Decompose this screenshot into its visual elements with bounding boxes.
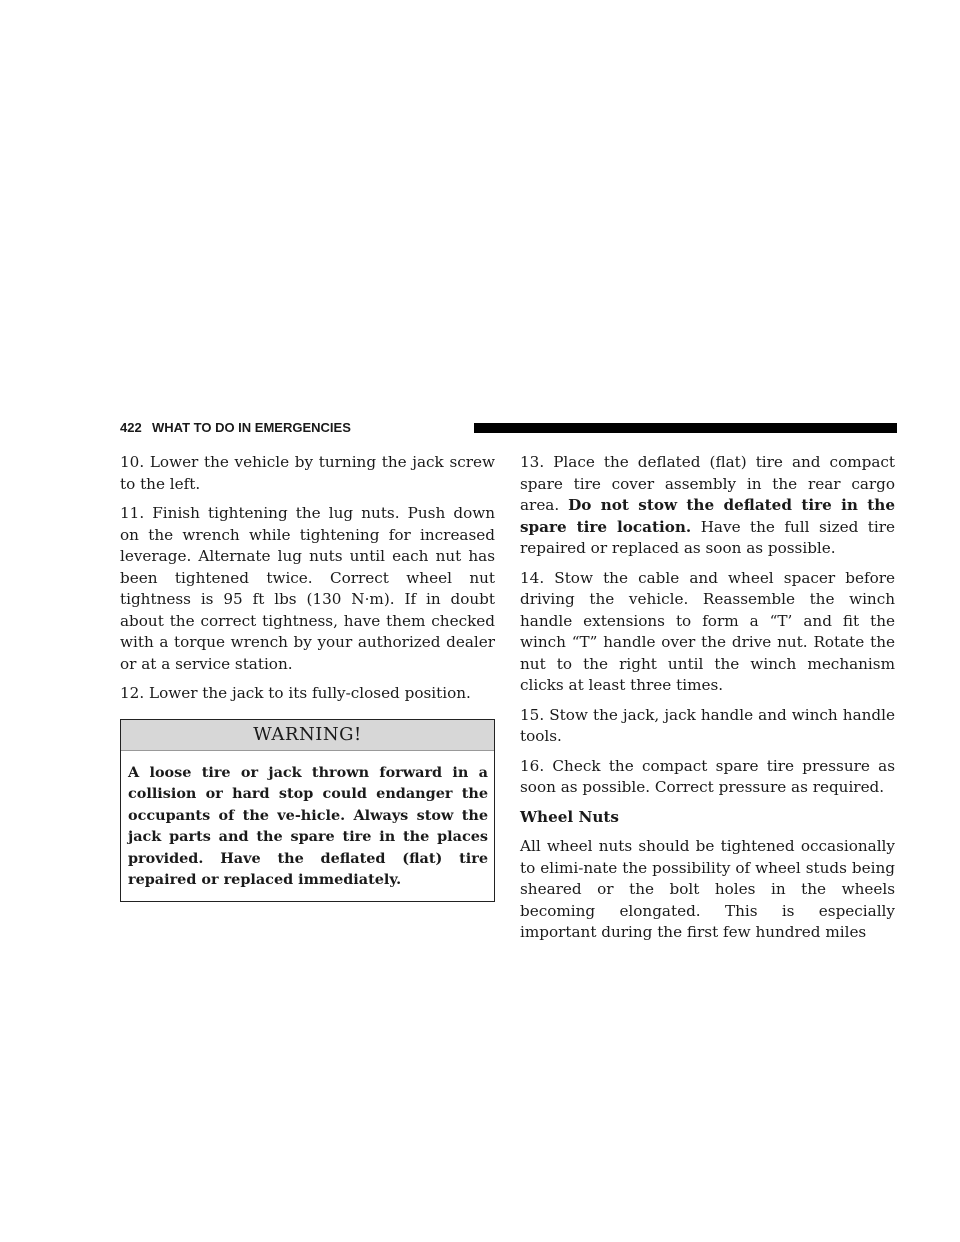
step-13-bold-text: Do not stow the deflated tire in the spare tire location. <box>520 496 896 536</box>
warning-box <box>120 719 495 903</box>
page-number: 422 <box>120 420 142 435</box>
step-14-paragraph: 14. Stow the cable and wheel spacer before driving the vehicle. Reassemble the winch handle extensions to form a “T’ and fit the winch “T” handle over the drive nut. Rotate the nut to the right until the winch mechanism clicks at least three times. <box>520 568 895 694</box>
wheel-nuts-paragraph: All wheel nuts should be tightened occasionally to elimi-nate the possibility of wheel studs being sheared or the bolt holes in the wheels becoming elongated. This is especially important during the first few hundred miles <box>520 837 895 941</box>
step-12-paragraph: 12. Lower the jack to its fully-closed position. <box>120 684 471 702</box>
step-10-paragraph: 10. Lower the vehicle by turning the jack screw to the left. <box>120 453 495 493</box>
step-16-paragraph: 16. Check the compact spare tire pressure as soon as possible. Correct pressure as required. <box>520 756 895 796</box>
wheel-nuts-heading: Wheel Nuts <box>520 807 619 826</box>
left-column <box>120 452 495 902</box>
step-13-text-end: Have the full sized tire repaired or replaced as soon as possible. <box>520 517 895 557</box>
page-header <box>120 420 897 436</box>
step-13-paragraph <box>520 452 895 560</box>
step-13-text: 13. Place the deflated (flat) tire and compact spare tire cover assembly in the rear cargo area. <box>520 453 895 514</box>
step-15-paragraph: 15. Stow the jack, jack handle and winch handle tools. <box>520 705 895 745</box>
warning-title: WARNING! <box>121 720 494 751</box>
step-11-paragraph: 11. Finish tightening the lug nuts. Push down on the wrench while tightening for increased leverage. Alternate lug nuts until each nut has been tightened twice. Correct wheel nut tightness is 95 ft lbs (130 N·m). If in doubt about the correct tightness, have them checked with a torque wrench by your authorized dealer or at a service station. <box>120 504 495 673</box>
warning-body: A loose tire or jack thrown forward in a collision or hard stop could endanger the occupants of the ve-hicle. Always stow the jack parts and the spare tire in the places provided. Have the deflated (flat) tire repaired or replaced immediately. <box>128 763 488 889</box>
header-rule <box>474 423 897 433</box>
right-column <box>520 452 895 944</box>
section-title: WHAT TO DO IN EMERGENCIES <box>152 420 351 435</box>
